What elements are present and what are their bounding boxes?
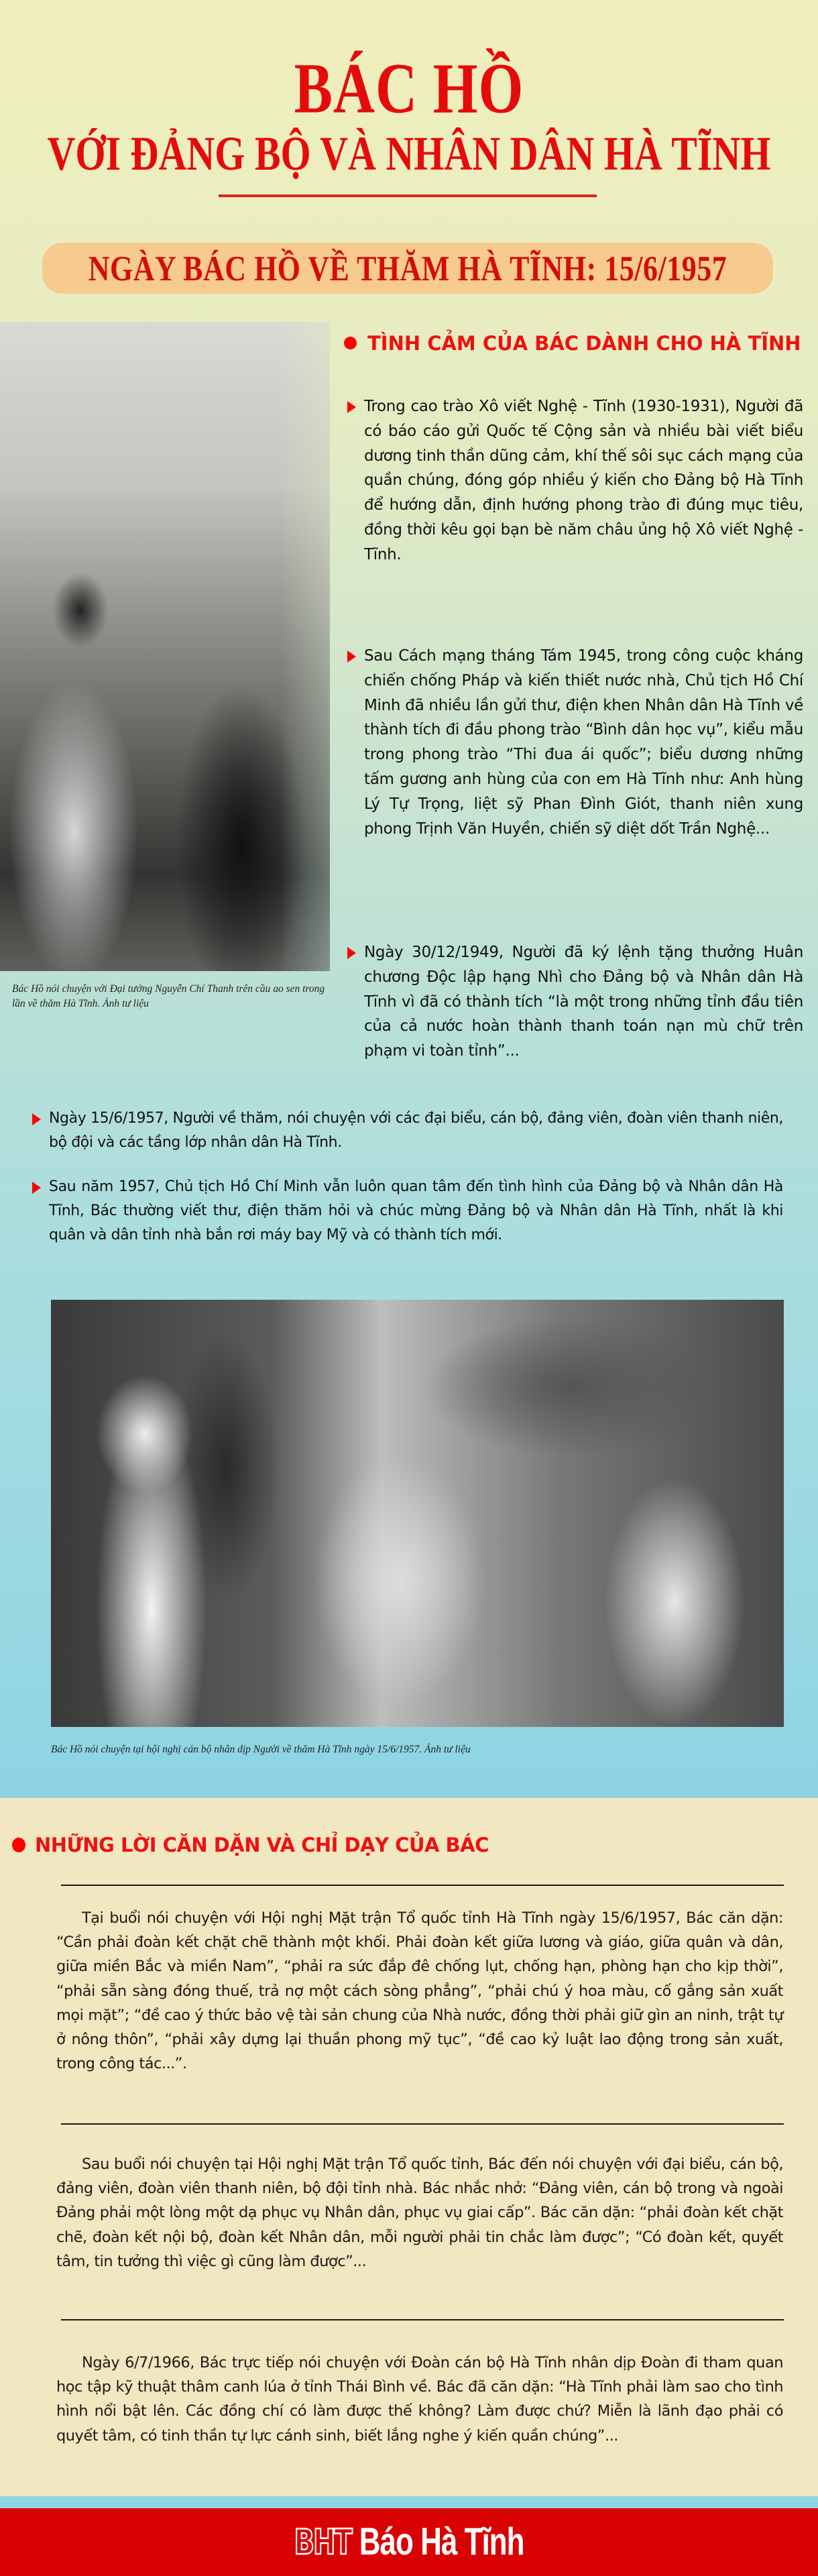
divider xyxy=(61,2123,784,2125)
footer-brand-bar xyxy=(0,2508,818,2576)
bullet-text: Sau năm 1957, Chủ tịch Hồ Chí Minh vẫn luôn quan tâm đến tình hình của Đảng bộ và Nhân dân Hà Tĩnh, Bác thường viết thư, điện thăm hỏi và chúc mừng Đảng bộ và Nhân dân Hà Tĩnh, nhất là khi quân và dân tỉnh nhà bắn rơi máy bay Mỹ và có thành tích mới. xyxy=(49,1178,783,1243)
divider xyxy=(61,2319,784,2320)
triangle-bullet-icon xyxy=(347,651,356,663)
date-banner-text: NGÀY BÁC HỒ VỀ THĂM HÀ TĨNH: 15/6/1957 xyxy=(88,248,727,288)
divider xyxy=(61,1885,784,1886)
brand-name: Báo Hà Tĩnh xyxy=(359,2520,524,2563)
triangle-bullet-icon xyxy=(347,947,356,959)
paragraph: Ngày 6/7/1966, Bác trực tiếp nói chuyện với Đoàn cán bộ Hà Tĩnh nhân dịp Đoàn đi tham quan học tập kỹ thuật thâm canh lúa ở tỉnh Thái Bình về. Bác đã căn dặn: “Hà Tĩnh phải làm sao cho tình hình nổi bật lên. Các đồng chí có làm được thế không? Làm được chứ? Miễn là lãnh đạo phải có quyết tâm, có tinh thần tự lực cánh sinh, biết lắng nghe ý kiến quần chúng”... xyxy=(56,2354,783,2445)
triangle-bullet-icon xyxy=(32,1182,41,1194)
bullet-item xyxy=(347,644,803,841)
photo-ho-chi-minh-nguyen-chi-thanh xyxy=(0,322,330,971)
bullet-text: Sau Cách mạng tháng Tám 1945, trong công cuộc kháng chiến chống Pháp và kiến thiết nước nhà, Chủ tịch Hồ Chí Minh đã nhiều lần gửi thư, điện khen Nhân dân Hà Tĩnh về thành tích đi đầu phong trào “Bình dân học vụ”, kiểu mẫu trong phong trào “Thi đua ái quốc”; biểu dương những tấm gương anh hùng của con em Hà Tĩnh như: Anh hùng Lý Tự Trọng, liệt sỹ Phan Đình Giót, thanh niên xung phong Trịnh Văn Huyền, chiến sỹ diệt dốt Trần Nghệ... xyxy=(364,647,803,838)
photo2-caption: Bác Hồ nói chuyện tại hội nghị cán bộ nhân dịp Người về thăm Hà Tĩnh ngày 15/6/1957. Ảnh tư liệu xyxy=(51,1744,471,1755)
bullet-dot-icon xyxy=(344,337,357,349)
bullet-item xyxy=(32,1107,783,1155)
page-title: BÁC HỒ xyxy=(294,48,524,128)
bullet-text: Ngày 30/12/1949, Người đã ký lệnh tặng thưởng Huân chương Độc lập hạng Nhì cho Đảng bộ và Nhân dân Hà Tĩnh vì đã có thành tích “là một trong những tỉnh đầu tiên của cả nước hoàn thành thanh toán nạn mù chữ trên phạm vi toàn tỉnh”... xyxy=(364,944,803,1060)
date-banner xyxy=(42,243,773,294)
paragraph: Sau buổi nói chuyện tại Hội nghị Mặt trận Tổ quốc tỉnh, Bác đến nói chuyện với đại biểu, cán bộ, đảng viên, đoàn viên thanh niên, bộ đội tỉnh nhà. Bác nhắc nhở: “Đảng viên, cán bộ trong và ngoài Đảng phải một lòng một dạ phục vụ Nhân dân, phục vụ giai cấp”. Bác căn dặn: “phải đoàn kết chặt chẽ, đoàn kết nội bộ, đoàn kết Nhân dân, mỗi người phải tin chắc làm được”; “Có đoàn kết, quyết tâm, tin tưởng thì việc gì cũng làm được”... xyxy=(56,2155,783,2270)
section1-heading xyxy=(344,329,813,358)
section2-heading-text: NHỮNG LỜI CĂN DẶN VÀ CHỈ DẠY CỦA BÁC xyxy=(35,1834,489,1856)
photo1-caption: Bác Hồ nói chuyện với Đại tướng Nguyễn Chí Thanh trên cầu ao sen trong lần về thăm Hà Tĩnh. Ảnh tư liệu xyxy=(12,983,325,1009)
bullet-dot-icon xyxy=(12,1838,25,1852)
photo-conference-1957 xyxy=(51,1300,784,1727)
bullet-item xyxy=(347,940,803,1064)
bht-logo-icon: BHT xyxy=(294,2522,351,2563)
bullet-text: Trong cao trào Xô viết Nghệ - Tĩnh (1930-1931), Người đã có báo cáo gửi Quốc tế Cộng sản và nhiều bài viết biểu dương tinh thần dũng cảm, khí thế sôi sục cách mạng của quần chúng, đóng góp nhiều ý kiến cho Đảng bộ Hà Tĩnh để hướng dẫn, định hướng phong trào đi đúng mục tiêu, đồng thời kêu gọi bạn bè năm châu ủng hộ Xô viết Nghệ - Tĩnh. xyxy=(364,398,803,563)
paragraph: Tại buổi nói chuyện với Hội nghị Mặt trận Tổ quốc tỉnh Hà Tĩnh ngày 15/6/1957, Bác căn dặn: “Cần phải đoàn kết chặt chẽ thành một khối. Phải đoàn kết giữa lương và giáo, giữa quân và dân, giữa miền Bắc và miền Nam”, “phải ra sức đắp đê chống lụt, chống hạn, phòng hạn cho kịp thời”, “phải sẵn sàng đóng thuế, trả nợ một cách sòng phẳng”, “phải chú ý hoa màu, cố gắng sản xuất mọi mặt”; “đề cao ý thức bảo vệ tài sản chung của Nhà nước, đồng thời phải giữ gìn an ninh, trật tự ở nông thôn”, “phải xây dựng lại thuần phong mỹ tục”, “đề cao kỷ luật lao động trong sản xuất, trong công tác...”. xyxy=(56,1909,783,2073)
bullet-item xyxy=(32,1175,783,1247)
bullet-item xyxy=(347,394,803,567)
page-subtitle: VỚI ĐẢNG BỘ VÀ NHÂN DÂN HÀ TĨNH xyxy=(47,125,771,180)
section2-heading xyxy=(12,1834,683,1856)
title-divider xyxy=(219,194,597,197)
bullet-text: Ngày 15/6/1957, Người về thăm, nói chuyện với các đại biểu, cán bộ, đảng viên, đoàn viên thanh niên, bộ đội và các tầng lớp nhân dân Hà Tĩnh. xyxy=(49,1110,783,1151)
section1-heading-text: TÌNH CẢM CỦA BÁC DÀNH CHO HÀ TĨNH xyxy=(367,332,801,355)
triangle-bullet-icon xyxy=(32,1113,41,1125)
triangle-bullet-icon xyxy=(347,401,356,413)
